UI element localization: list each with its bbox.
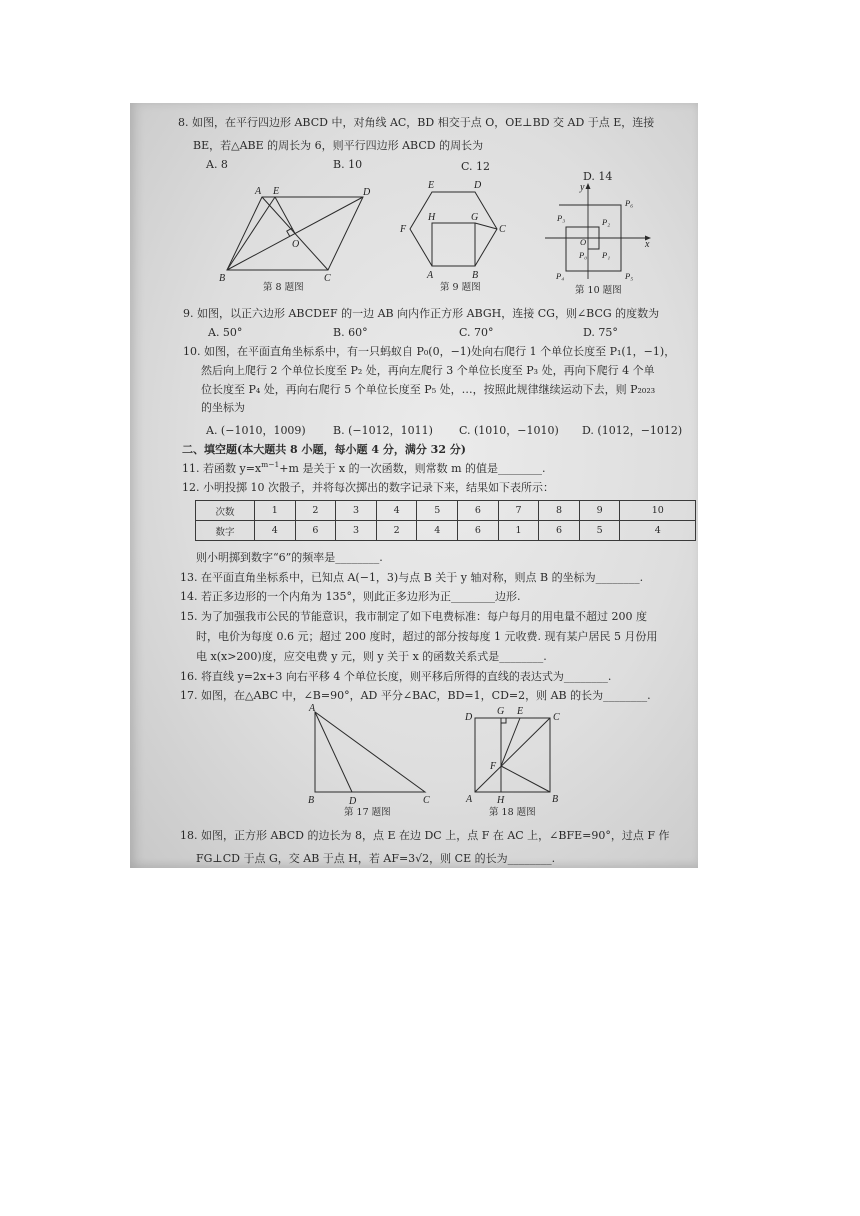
diagonal-ac — [475, 718, 550, 792]
figure-17-caption: 第 17 题图 — [344, 807, 391, 818]
label-g: G — [471, 212, 479, 223]
q8-option-d: D. 14 — [583, 170, 613, 183]
label-f: F — [490, 761, 497, 772]
table-cell: 1 — [498, 521, 539, 541]
square-abgh — [432, 223, 475, 266]
q15-line-1: 15. 为了加强我市公民的节能意识，我市制定了如下电费标准：每户每月的用电量不超过 200 度 — [180, 610, 647, 623]
q13-line-1: 13. 在平面直角坐标系中，已知点 A(−1，3)与点 B 关于 y 轴对称，则点 B 的坐标为________. — [180, 571, 644, 584]
exam-paper-photo — [130, 103, 698, 868]
table-cell: 6 — [539, 521, 580, 541]
q15-line-3: 电 x(x>200)度，应交电费 y 元，则 y 关于 x 的函数关系式是________. — [196, 650, 547, 663]
figure-8-caption: 第 8 题图 — [263, 282, 304, 293]
q11-line-1 — [182, 462, 546, 477]
q15-line-2: 时，电价为每度 0.6 元；超过 200 度时，超过的部分按每度 1 元收费. 现有某户居民 5 月份用 — [196, 630, 658, 643]
table-cell: 1 — [255, 501, 296, 521]
q12-line-2: 则小明掷到数字“6”的频率是________. — [196, 551, 383, 564]
label-a: A — [255, 186, 262, 197]
table-cell: 3 — [336, 521, 377, 541]
table-cell: 10 — [620, 501, 696, 521]
table-cell: 4 — [620, 521, 696, 541]
y-axis-arrow-icon — [586, 183, 591, 189]
label-d: D — [474, 180, 482, 191]
q9-option-a: A. 50° — [208, 326, 243, 339]
table-cell: 4 — [376, 501, 417, 521]
q17-line-1: 17. 如图，在△ABC 中，∠B=90°，AD 平分∠BAC，BD=1，CD=2，则 AB 的长为________. — [180, 689, 651, 702]
figure-9-caption: 第 9 题图 — [440, 282, 481, 293]
segment-be — [227, 197, 275, 270]
label-y: y — [580, 182, 585, 193]
label-h: H — [497, 795, 505, 806]
table-cell: 3 — [336, 501, 377, 521]
label-h: H — [428, 212, 436, 223]
label-a: A — [466, 794, 473, 805]
label-d: D — [349, 796, 357, 807]
table-cell: 4 — [255, 521, 296, 541]
label-p2: P₂ — [602, 217, 611, 227]
q8-option-a: A. 8 — [206, 158, 228, 171]
bisector-ad — [315, 712, 352, 792]
table-cell: 2 — [295, 501, 336, 521]
table-row — [196, 521, 696, 541]
table-row — [196, 501, 696, 521]
q10-line-3: 位长度至 P₄ 处，再向右爬行 5 个单位长度至 P₅ 处，…，按照此规律继续运动下去，则 P₂₀₂₃ — [201, 383, 656, 396]
table-cell: 数字 — [196, 521, 255, 541]
label-e: E — [273, 186, 280, 197]
q10-option-a: A. (−1010，1009) — [206, 424, 306, 437]
table-cell: 6 — [295, 521, 336, 541]
table-cell: 6 — [458, 501, 499, 521]
figure-10-spiral-path — [545, 182, 652, 280]
q10-option-c: C. (1010，−1010) — [459, 424, 559, 437]
label-origin: O — [580, 237, 587, 247]
label-p5: P₅ — [625, 271, 634, 281]
segment-fe — [501, 718, 520, 766]
label-p3: P₃ — [557, 213, 566, 223]
q11-text-start: 11. 若函数 y=x — [182, 462, 262, 475]
q10-option-b: B. (−1012，1011) — [333, 424, 433, 437]
label-x: x — [645, 239, 650, 250]
q9-option-c: C. 70° — [459, 326, 494, 339]
figure-17-triangle — [300, 702, 435, 806]
q8-option-c: C. 12 — [461, 160, 491, 173]
triangle-abc — [315, 712, 425, 792]
label-b: B — [552, 794, 559, 805]
label-c: C — [499, 224, 506, 235]
q14-line-1: 14. 若正多边形的一个内角为 135°，则此正多边形为正________边形. — [180, 590, 521, 603]
label-o: O — [292, 239, 300, 250]
q9-option-b: B. 60° — [333, 326, 368, 339]
table-cell: 5 — [579, 521, 620, 541]
label-d: D — [363, 187, 371, 198]
table-cell: 5 — [417, 501, 458, 521]
label-a: A — [427, 270, 434, 281]
label-p1: P₁ — [602, 250, 611, 260]
label-b: B — [472, 270, 479, 281]
q16-line-1: 16. 将直线 y=2x+3 向右平移 4 个单位长度，则平移后所得的直线的表达式为________. — [180, 670, 612, 683]
label-p0: P₀ — [579, 250, 588, 260]
figure-8-parallelogram — [215, 185, 375, 285]
table-cell: 6 — [458, 521, 499, 541]
q18-line-2: FG⊥CD 于点 G，交 AB 于点 H，若 AF=3√2，则 CE 的长为________. — [196, 852, 556, 865]
q18-line-1: 18. 如图，正方形 ABCD 的边长为 8，点 E 在边 DC 上，点 F 在 AC 上，∠BFE=90°，过点 F 作 — [180, 829, 670, 842]
q8-line-1: 8. 如图，在平行四边形 ABCD 中，对角线 AC，BD 相交于点 O，OE⊥BD 交 AD 于点 E，连接 — [178, 116, 655, 129]
q11-text-end: +m 是关于 x 的一次函数，则常数 m 的值是________. — [279, 462, 546, 475]
hexagon-abcdef — [410, 192, 497, 266]
section-heading: 二、填空题(本大题共 8 小题，每小题 4 分，满分 32 分) — [182, 443, 467, 456]
figure-9-hexagon — [398, 180, 512, 282]
table-cell: 9 — [579, 501, 620, 521]
table-cell: 次数 — [196, 501, 255, 521]
label-b: B — [219, 273, 226, 284]
q8-option-b: B. 10 — [333, 158, 363, 171]
label-a: A — [309, 703, 316, 714]
label-g: G — [497, 706, 505, 717]
label-e: E — [517, 706, 524, 717]
dice-results-table — [195, 500, 696, 541]
right-angle-mark — [501, 718, 506, 723]
figure-10-caption: 第 10 题图 — [575, 285, 622, 296]
table-cell: 4 — [417, 521, 458, 541]
q8-line-2: BE，若△ABE 的周长为 6，则平行四边形 ABCD 的周长为 — [193, 139, 484, 152]
label-c: C — [324, 273, 331, 284]
label-p4: P₄ — [556, 271, 565, 281]
label-c: C — [423, 795, 430, 806]
figure-18-caption: 第 18 题图 — [489, 807, 536, 818]
q12-line-1: 12. 小明投掷 10 次骰子，并将每次掷出的数字记录下来，结果如下表所示： — [182, 481, 554, 494]
label-b: B — [308, 795, 315, 806]
q10-line-2: 然后向上爬行 2 个单位长度至 P₂ 处，再向左爬行 3 个单位长度至 P₃ 处，再向下爬行 4 个单 — [201, 364, 655, 377]
q9-option-d: D. 75° — [583, 326, 618, 339]
label-c: C — [553, 712, 560, 723]
label-d: D — [465, 712, 473, 723]
label-e: E — [428, 180, 435, 191]
figure-18-square — [460, 705, 562, 806]
table-cell: 2 — [376, 521, 417, 541]
table-cell: 7 — [498, 501, 539, 521]
table-cell: 8 — [539, 501, 580, 521]
segment-bf — [501, 766, 550, 792]
q10-option-d: D. (1012，−1012) — [582, 424, 683, 437]
label-p6: P₆ — [625, 198, 634, 208]
label-f: F — [400, 224, 407, 235]
q9-line-1: 9. 如图，以正六边形 ABCDEF 的一边 AB 向内作正方形 ABGH，连接 CG，则∠BCG 的度数为 — [183, 307, 660, 320]
q10-line-1: 10. 如图，在平面直角坐标系中，有一只蚂蚁自 P₀(0，−1)处向右爬行 1 个单位长度至 P₁(1，−1)， — [183, 345, 676, 358]
q10-line-4: 的坐标为 — [201, 401, 245, 414]
q11-exponent: m−1 — [261, 460, 280, 469]
